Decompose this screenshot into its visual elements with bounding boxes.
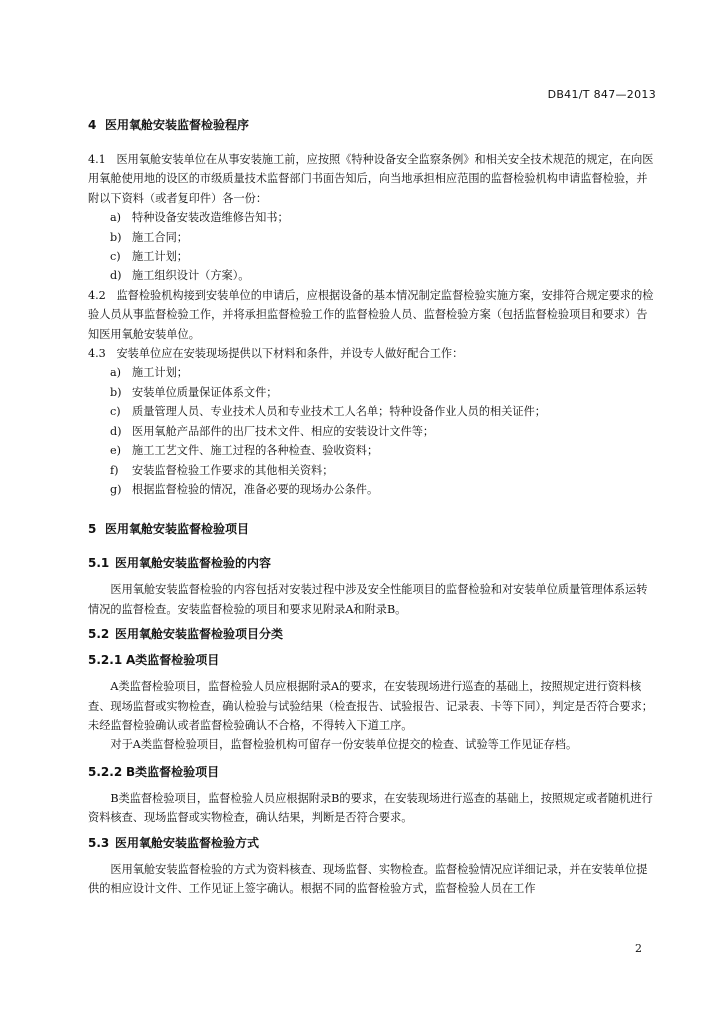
clause-5-2-2-heading: 5.2.2 B类监督检验项目 <box>88 764 220 779</box>
list-item: e) 施工工艺文件、施工过程的各种检查、验收资料； <box>110 444 379 458</box>
list-item: g) 根据监督检验的情况，准备必要的现场办公条件。 <box>110 482 379 496</box>
list-item: a) 施工计划； <box>110 366 188 380</box>
list-item: c) 施工计划； <box>110 250 188 264</box>
section-4-heading: 4 医用氧舱安装监督检验程序 <box>88 118 250 132</box>
clause-4-2: 4.2 监督检验机构接到安装单位的申请后，应根据设备的基本情况制定监督检验实施方案，安排符合规定要求的检验人员从事监督检验工作，并将承担监督检验工作的监督检验人员、监督检验方案（包括监督检验项目和要求）告知医用氧舱安装单位。 <box>88 288 654 341</box>
clause-5-3-heading: 5.3 医用氧舱安装监督检验方式 <box>88 835 260 850</box>
list-item: b) 安装单位质量保证体系文件； <box>110 385 278 399</box>
clause-5-2-heading: 5.2 医用氧舱安装监督检验项目分类 <box>88 627 284 642</box>
clause-5-3-text: 医用氧舱安装监督检验的方式为资料核查、现场监督、实物检查。监督检验情况应详细记录，并在安装单位提供的相应设计文件、工作见证上签字确认。根据不同的监督检验方式，监督检验人员在工作 <box>88 862 648 895</box>
section-5-heading: 5 医用氧舱安装监督检验项目 <box>88 522 250 537</box>
list-item: c) 质量管理人员、专业技术人员和专业技术工人名单；特种设备作业人员的相关证件； <box>110 405 546 419</box>
clause-4-3: 4.3 安装单位应在安装现场提供以下材料和条件，并设专人做好配合工作： <box>88 347 464 361</box>
list-item: a) 特种设备安装改造维修告知书； <box>110 211 289 225</box>
document-body <box>88 116 656 898</box>
list-item: f) 安装监督检验工作要求的其他相关资料； <box>110 463 334 477</box>
clause-5-2-1-para-1: A类监督检验项目，监督检验人员应根据附录A的要求，在安装现场进行巡查的基础上，按照规定进行资料核查、现场监督或实物检查，确认检验与试验结果（检查报告、试验报告、记录表、卡等下同），判定是否符合要求；未经监督检验确认或者监督检验确认不合格，不得转入下道工序。 <box>88 680 653 732</box>
clause-5-1-heading: 5.1 医用氧舱安装监督检验的内容 <box>88 556 272 571</box>
clause-5-1-text: 医用氧舱安装监督检验的内容包括对安装过程中涉及安全性能项目的监督检验和对安装单位质量管理体系运转情况的监督检查。安装监督检验的项目和要求见附录A和附录B。 <box>88 583 648 616</box>
clause-5-2-2-para-1: B类监督检验项目，监督检验人员应根据附录B的要求，在安装现场进行巡查的基础上，按照规定或者随机进行资料核查、现场监督或实物检查，确认结果，判断是否符合要求。 <box>88 791 653 825</box>
list-item: d) 医用氧舱产品部件的出厂技术文件、相应的安装设计文件等； <box>110 424 435 438</box>
page-number: 2 <box>635 942 642 955</box>
clause-4-1: 4.1 医用氧舱安装单位在从事安装施工前，应按照《特种设备安全监察条例》和相关安全技术规范的规定，在向医用氧舱使用地的设区的市级质量技术监督部门书面告知后，向当地承担相应范围的监督检验机构申请监督检验，并附以下资料（或者复印件）各一份： <box>88 153 654 205</box>
standard-number: DB41/T 847—2013 <box>547 88 656 101</box>
list-item: d) 施工组织设计（方案）。 <box>110 269 250 283</box>
list-item: b) 施工合同； <box>110 230 188 244</box>
clause-5-2-1-para-2: 对于A类监督检验项目，监督检验机构可留存一份安装单位提交的检查、试验等工作见证存档。 <box>110 738 578 752</box>
clause-5-2-1-heading: 5.2.1 A类监督检验项目 <box>88 653 220 668</box>
